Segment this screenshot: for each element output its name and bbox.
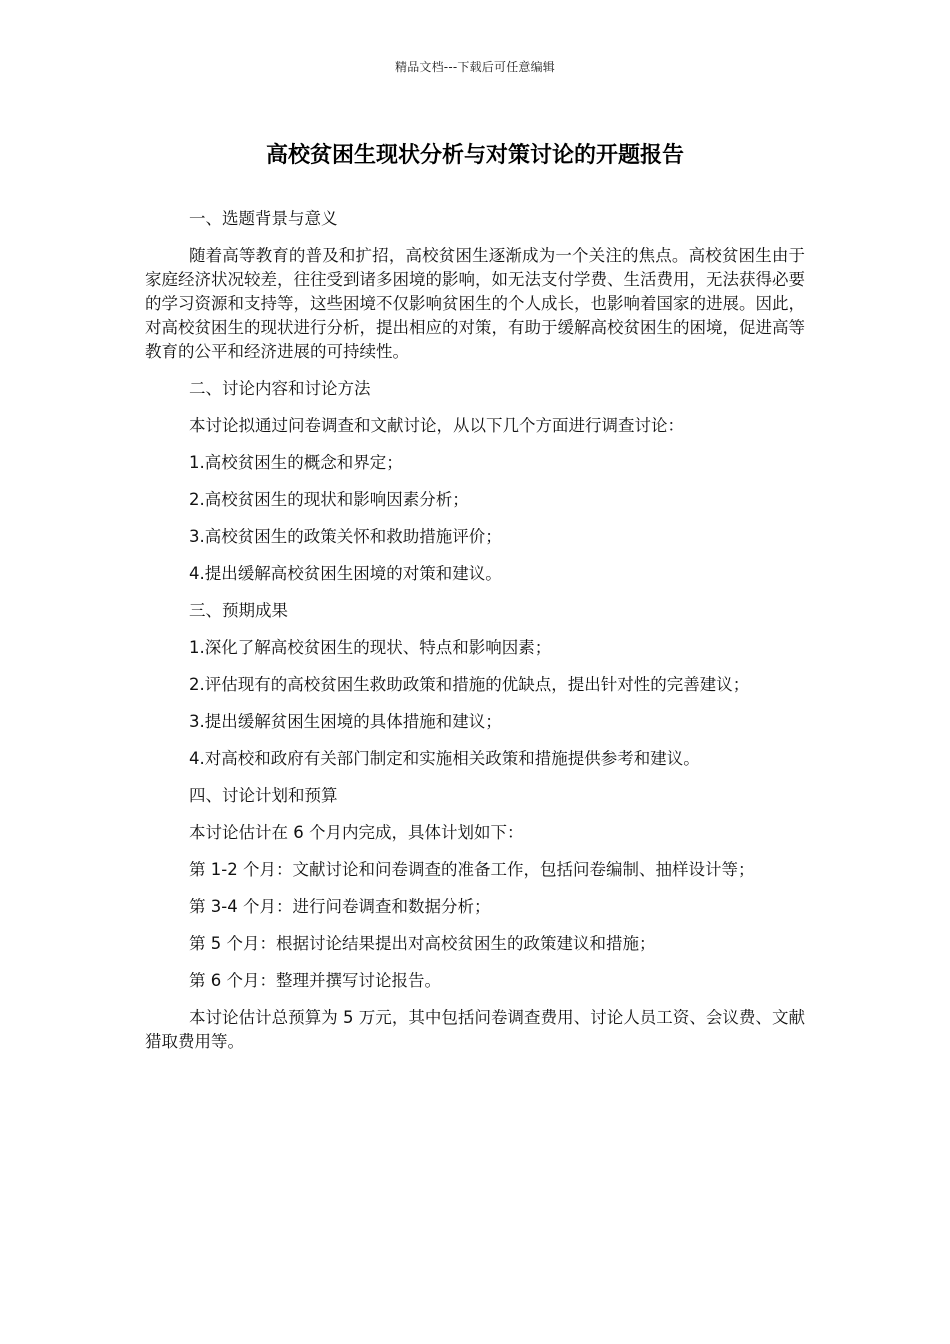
section-4-intro: 本讨论估计在 6 个月内完成，具体计划如下： [189, 823, 524, 842]
section-2-item: 2.高校贫困生的现状和影响因素分析； [189, 490, 469, 509]
section-2-heading: 二、讨论内容和讨论方法 [189, 379, 371, 398]
section-2-item: 4.提出缓解高校贫困生困境的对策和建议。 [189, 564, 502, 583]
section-3-item: 4.对高校和政府有关部门制定和实施相关政策和措施提供参考和建议。 [189, 749, 700, 768]
document-body [145, 207, 805, 1067]
schedule-item: 第 5 个月：根据讨论结果提出对高校贫困生的政策建议和措施； [189, 934, 656, 953]
document-title: 高校贫困生现状分析与对策讨论的开题报告 [265, 143, 684, 168]
section-1-paragraph: 随着高等教育的普及和扩招，高校贫困生逐渐成为一个关注的焦点。高校贫困生由于家庭经济状况较差，往往受到诸多困境的影响，如无法支付学费、生活费用，无法获得必要的学习资源和支持等，这些困境不仅影响贫困生的个人成长，也影响着国家的进展。因此，对高校贫困生的现状进行分析，提出相应的对策，有助于缓解高校贫困生的困境，促进高等教育的公平和经济进展的可持续性。 [145, 246, 805, 361]
schedule-item: 第 3-4 个月：进行问卷调查和数据分析； [189, 897, 491, 916]
schedule-item: 第 1-2 个月：文献讨论和问卷调查的准备工作，包括问卷编制、抽样设计等； [189, 860, 755, 879]
section-2-item: 3.高校贫困生的政策关怀和救助措施评价； [189, 527, 502, 546]
schedule-item: 第 6 个月：整理并撰写讨论报告。 [189, 971, 441, 990]
section-4-heading: 四、讨论计划和预算 [189, 786, 338, 805]
section-2-item: 1.高校贫困生的概念和界定； [189, 453, 403, 472]
section-3-heading: 三、预期成果 [189, 601, 288, 620]
section-3-item: 2.评估现有的高校贫困生救助政策和措施的优缺点，提出针对性的完善建议； [189, 675, 750, 694]
section-1-heading: 一、选题背景与意义 [189, 209, 338, 228]
section-3-item: 1.深化了解高校贫困生的现状、特点和影响因素； [189, 638, 552, 657]
section-3-item: 3.提出缓解贫困生困境的具体措施和建议； [189, 712, 502, 731]
budget-paragraph: 本讨论估计总预算为 5 万元，其中包括问卷调查费用、讨论人员工资、会议费、文献猎取费用等。 [145, 1008, 805, 1051]
header-note: 精品文档---下载后可任意编辑 [395, 60, 555, 74]
section-2-intro: 本讨论拟通过问卷调查和文献讨论，从以下几个方面进行调查讨论： [189, 416, 684, 435]
